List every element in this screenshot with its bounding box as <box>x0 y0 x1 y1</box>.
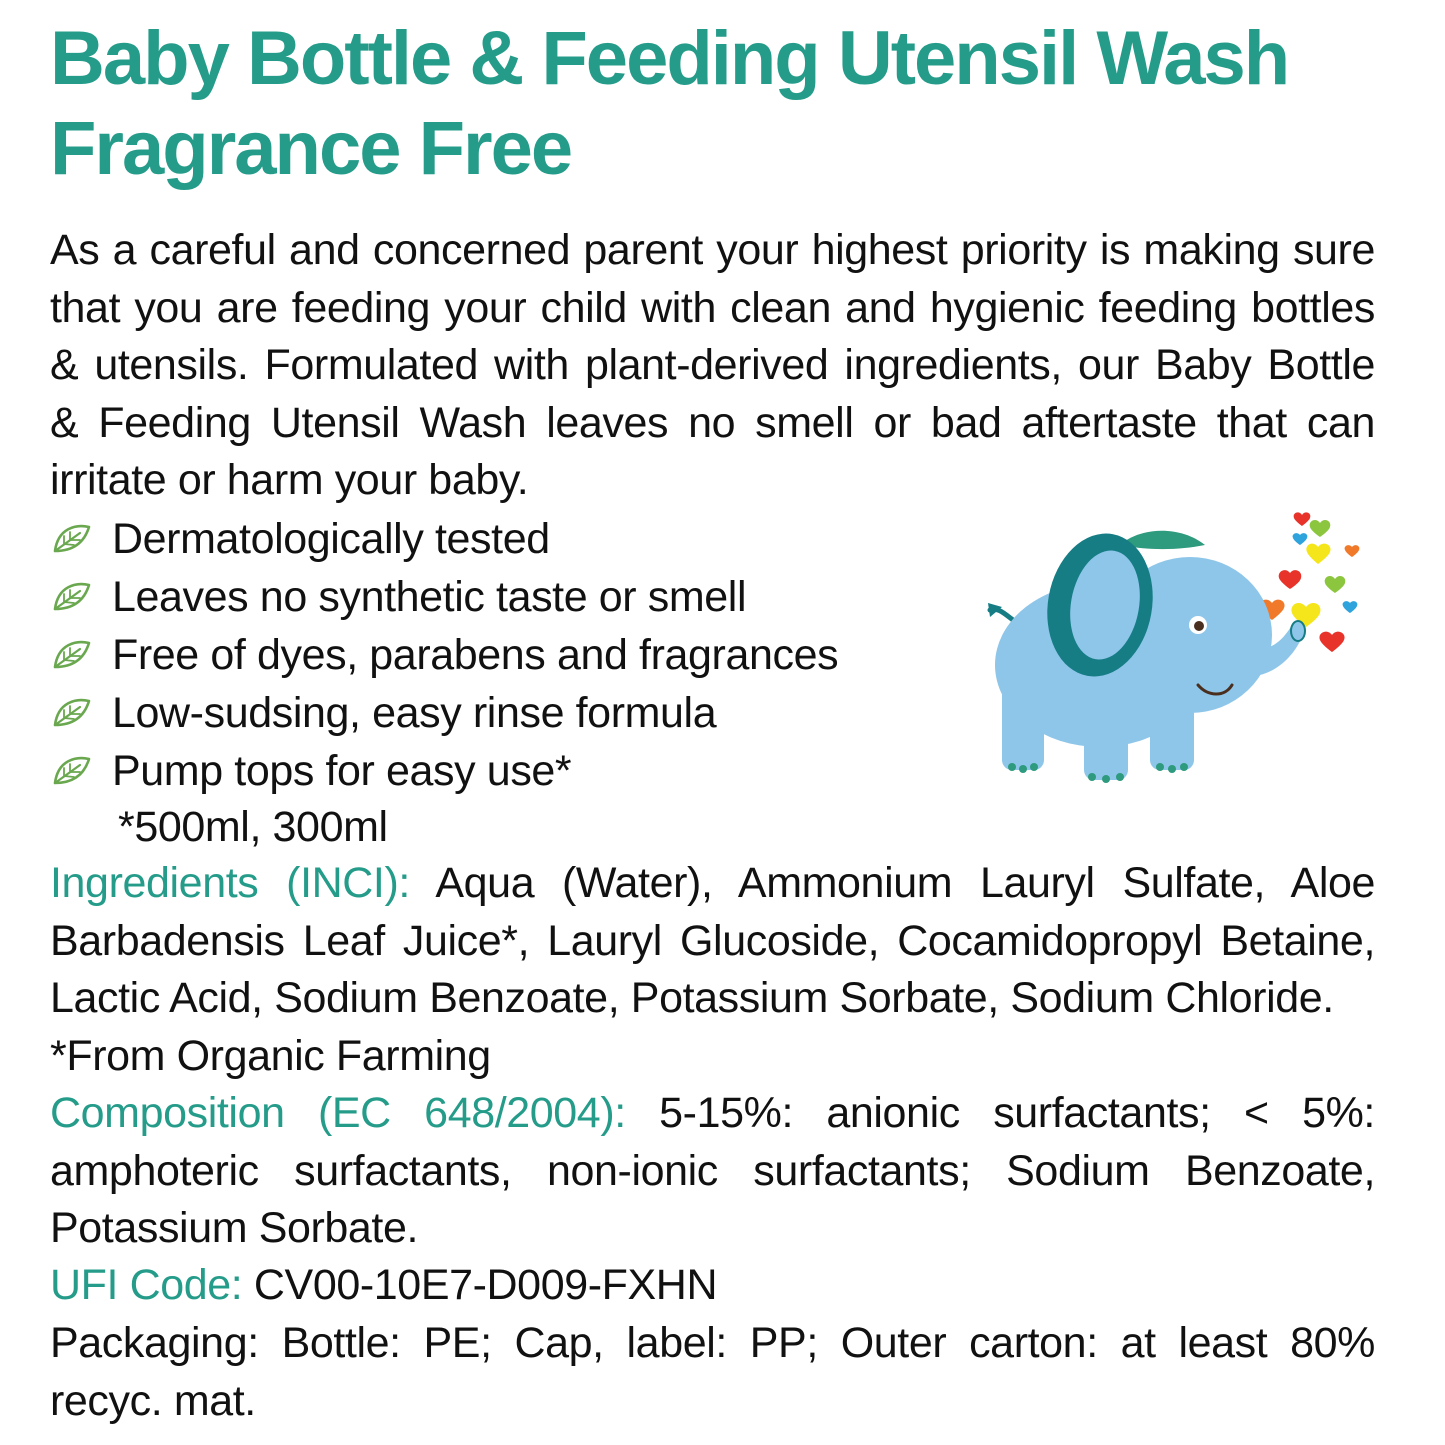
composition-label: Composition (EC 648/2004): <box>50 1089 626 1137</box>
hearts-decoration <box>1259 512 1359 652</box>
size-note: *500ml, 300ml <box>118 803 388 851</box>
ingredients-text: Aqua (Water), Ammonium Lauryl Sulfate, Aloe Barbadensis Leaf Juice*, Lauryl Glucoside, Cocamidopropyl Betaine, Lactic Acid, Sodium Benzoate, Potassium Sorbate, Sodium Chloride. <box>50 859 1375 1022</box>
intro-paragraph: As a careful and concerned parent your highest priority is making sure that you are feeding your child with clean and hygienic feeding bottles & utensils. Formulated with plant-derived ingredients, our Baby Bottle & Feeding Utensil Wash leaves no smell or bad aftertaste that can irritate or harm your baby. <box>50 226 1375 504</box>
elephant-illustration <box>980 495 1370 795</box>
product-title-line1: Baby Bottle & Feeding Utensil Wash <box>50 16 1289 101</box>
product-title-line2: Fragrance Free <box>50 106 572 191</box>
ufi-value: CV00-10E7-D009-FXHN <box>242 1261 718 1309</box>
feature-list <box>50 510 950 800</box>
packaging-info: Packaging: Bottle: PE; Cap, label: PP; Outer carton: at least 80% recyc. mat. <box>50 1319 1375 1425</box>
ingredients-note: *From Organic Farming <box>50 1031 491 1080</box>
feature-item <box>50 568 950 626</box>
product-title <box>50 14 1430 194</box>
ufi-section <box>50 1257 1375 1315</box>
feature-item <box>50 510 950 568</box>
ufi-label: UFI Code: <box>50 1261 243 1309</box>
feature-text: Low-sudsing, easy rinse formula <box>112 689 717 737</box>
feature-item <box>50 684 950 742</box>
feature-text: Free of dyes, parabens and fragrances <box>112 631 839 679</box>
feature-text: Leaves no synthetic taste or smell <box>112 573 747 621</box>
leaf-icon <box>52 638 92 670</box>
feature-item <box>50 626 950 684</box>
ingredients-section <box>50 855 1375 1085</box>
composition-text: 5-15%: anionic surfactants; < 5%: amphoteric surfactants, non-ionic surfactants; Sodium Benzoate, Potassium Sorbate. <box>50 1089 1375 1252</box>
leaf-icon <box>52 580 92 612</box>
feature-text: Pump tops for easy use* <box>112 747 572 795</box>
composition-section <box>50 1085 1375 1258</box>
ingredients-label: Ingredients (INCI): <box>50 859 410 907</box>
leaf-icon <box>52 522 92 554</box>
leaf-icon <box>52 696 92 728</box>
feature-item <box>50 742 950 800</box>
leaf-icon <box>52 754 92 786</box>
feature-text: Dermatologically tested <box>112 515 550 563</box>
